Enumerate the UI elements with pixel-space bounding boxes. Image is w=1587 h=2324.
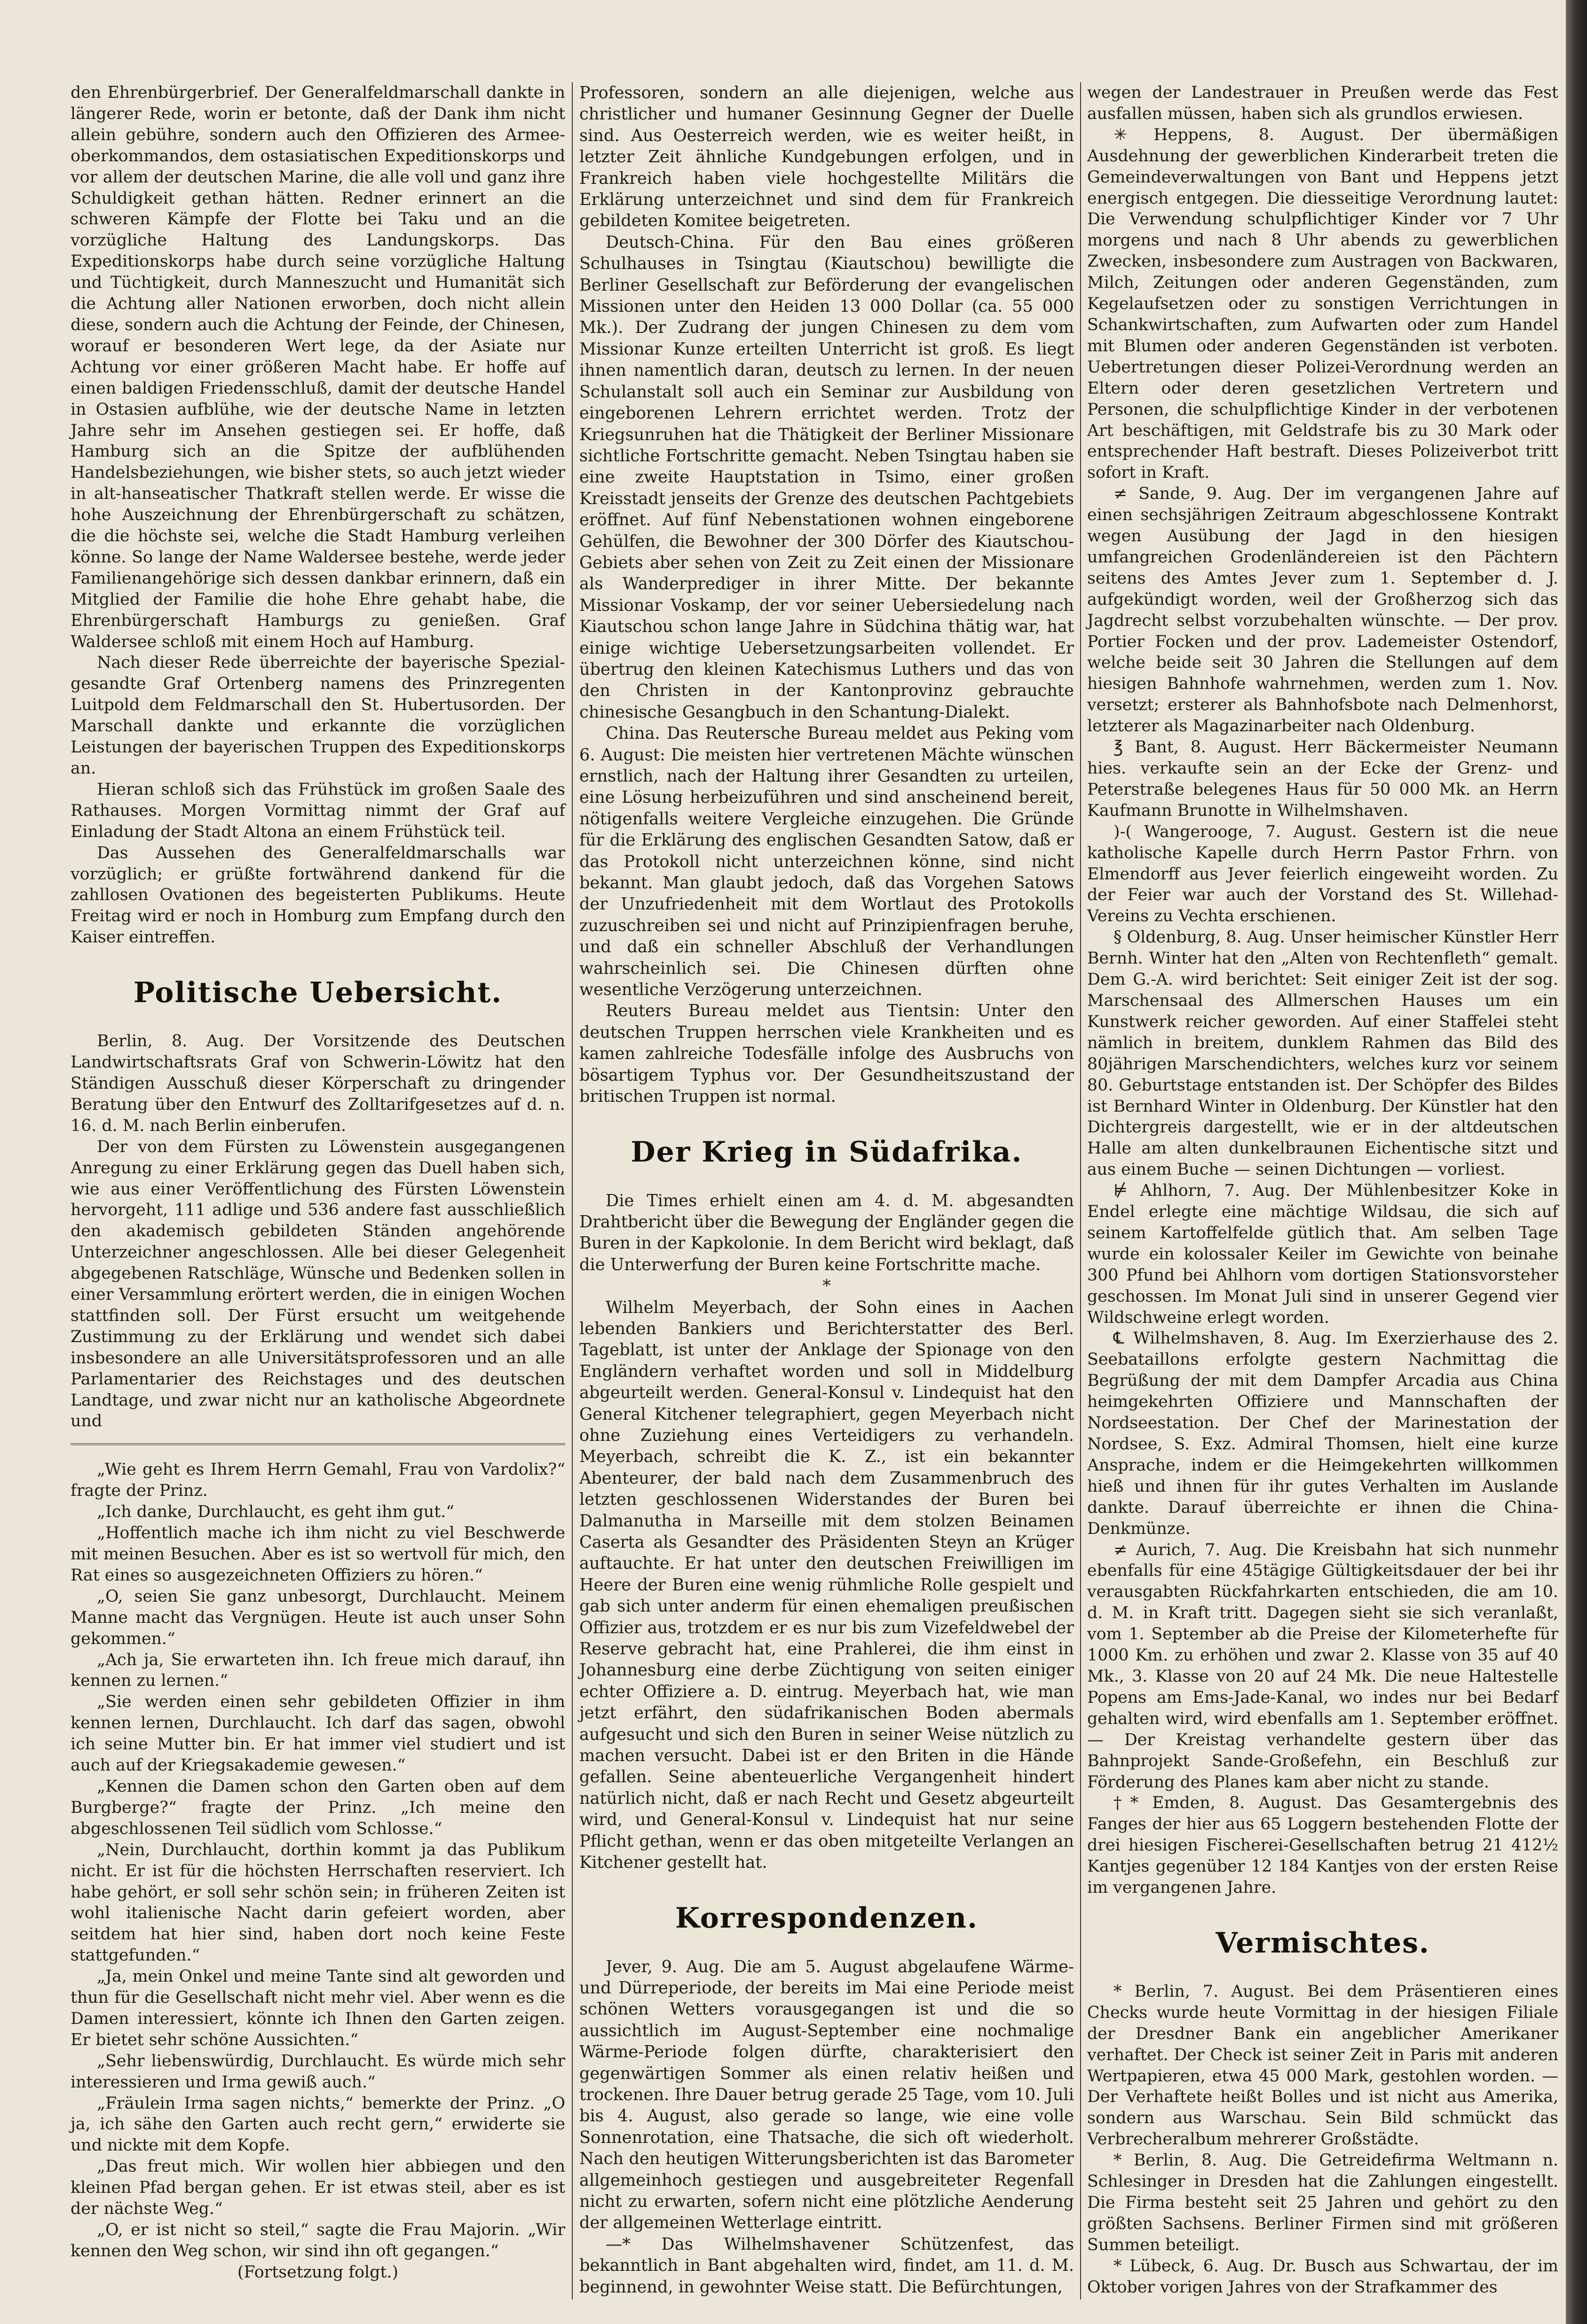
column-2 [579,82,1074,2298]
article-paragraph: Nach dieser Rede überreichte der bayerische Spezial-gesandte Graf Ortenberg namens des Prinzregenten Luitpold dem Feldmarschall den St. Hubertusorden. Der Marschall dankte und erkannte die vorzüglichen Leistungen der bayerischen Truppen des Expeditionskorps an. [71,653,565,778]
column-rule [572,82,573,2300]
article-paragraph: ✳ Heppens, 8. August. Der übermäßigen Ausdehnung der gewerblichen Kinderarbeit treten die Gemeindeverwaltungen von Bant und Heppens jetzt energisch entgegen. Die diesseitige Verordnung lautet: Die Verwendung schulpflichtiger Kinder vor 7 Uhr morgens und nach 8 Uhr abends zu gewerblichen Zwecken, insbesondere zum Austragen von Backwaren, Milch, Zeitungen oder anderen Gegenständen, zum Kegelaufsetzen oder zu sonstigen Verrichtungen in Schankwirtschaften, zum Aufwarten oder zum Handel mit Blumen oder anderen Gegenständen ist verboten. Uebertretungen dieser Polizei-Verordnung werden an Eltern oder deren gesetzlichen Vertretern und Personen, die schulpflichtige Kinder in der verbotenen Art beschäftigen, mit Geldstrafe bis zu 30 Mark oder entsprechender Haft bestraft. Dieses Polizeiverbot tritt sofort in Kraft. [1087,125,1558,482]
article-paragraph: „Ach ja, Sie erwarteten ihn. Ich freue mich darauf, ihn kennen zu lernen.“ [71,1650,565,1691]
section-heading: Politische Uebersicht. [133,976,503,1010]
article-paragraph: „Ja, mein Onkel und meine Tante sind alt geworden und thun für die Gesellschaft nicht mehr viel. Aber wenn es die Damen interessiert, könnte ich Ihnen den Garten zeigen. Er bietet sehr schöne Aussichten.“ [71,1967,565,2049]
article-paragraph: †* Emden, 8. August. Das Gesamtergebnis des Fanges der hier aus 65 Loggern bestehenden Flotte der drei hiesigen Fischerei-Gesellschaften betrug 21 412½ Kantjes gegenüber 12 184 Kantjes von der ersten Reise im vergangenen Jahre. [1087,1794,1558,1897]
article-paragraph: )-( Wangerooge, 7. August. Gestern ist die neue katholische Kapelle durch Herrn Pastor Frhrn. von Elmendorff aus Jever feierlich eingeweiht worden. Zu der Feier war auch der Vorstand des St. Willehad-Vereins zu Vechta erschienen. [1087,822,1558,926]
article-paragraph: ⊭ Ahlhorn, 7. Aug. Der Mühlenbesitzer Koke in Endel erlegte eine mächtige Wildsau, die sich auf seinem Kartoffelfelde gütlich that. Am selben Tage wurde ein kolossaler Keiler im Gewichte von beinahe 300 Pfund bei Ahlhorn vom dortigen Stationsvorsteher geschossen. Im Monat Juli sind in unserer Gegend vier Wildschweine erlegt worden. [1087,1181,1558,1327]
article-paragraph: § Oldenburg, 8. Aug. Unser heimischer Künstler Herr Bernh. Winter hat den „Alten von Rechtenfleth“ gemalt. Dem G.-A. wird berichtet: Seit einiger Zeit ist der sog. Marschensaal des Allmerschen Hauses um ein Kunstwerk reicher geworden. Auf einer Staffelei steht nämlich in breitem, dunklem Rahmen das Bild des 80jährigen Marschendichters, welches kurz vor seinem 80. Geburtstage entstanden ist. Der Schöpfer des Bildes ist Bernhard Winter in Oldenburg. Der Künstler hat den Dichtergreis dargestellt, wie er in der altdeutschen Halle am alten dunkelbraunen Eichentische sitzt und aus einem Buche — seinen Dichtungen — vorliest. [1087,928,1558,1179]
column-3 [1087,82,1558,2298]
article-paragraph: Wilhelm Meyerbach, der Sohn eines in Aachen lebenden Bankiers und Berichterstatter des Berl. Tageblatt, ist unter der Anklage der Spionage von den Engländern verhaftet worden und soll in Middelburg abgeurteilt werden. General-Konsul v. Lindequist hat den General Kitchener telegraphiert, gegen Meyerbach nicht ohne Zuziehung eines Verteidigers zu verhandeln. Meyerbach, schreibt die K. Z., ist ein bekannter Abenteurer, der bald nach dem Zusammenbruch des letzten geschlossenen Widerstandes der Buren bei Dalmanutha in Marseille mit dem stolzen Beinamen Caserta als Gesandter des Präsidenten Steyn an Krüger auftauchte. Er hat unter den deutschen Freiwilligen im Heere der Buren eine wenig rühmliche Rolle gespielt und gab sich unter anderm für einen ehemaligen preußischen Offizier aus, trotzdem er es nur bis zum Vizefeldwebel der Reserve gebracht hat, eine Prahlerei, die ihm einst in Johannesburg eine derbe Züchtigung von seiten einiger echter Offiziere a. D. eintrug. Meyerbach hat, wie man jetzt erfährt, den südafrikanischen Boden abermals aufgesucht und sich den Buren in seiner Weise nützlich zu machen versucht. Dabei ist er den Briten in die Hände gefallen. Seine abenteuerliche Vergangenheit hindert natürlich nicht, daß er nach Recht und Gesetz abgeurteilt wird, und General-Konsul v. Lindequist hat nur seine Pflicht gethan, wenn er das oben mitgeteilte Verlangen an Kitchener gestellt hat. [579,1297,1074,1873]
article-paragraph: Die Times erhielt einen am 4. d. M. abgesandten Drahtbericht über die Bewegung der Engländer gegen die Buren in der Kapkolonie. In dem Bericht wird beklagt, daß die Unterwerfung der Buren keine Fortschritte mache. [579,1191,1074,1274]
article-paragraph: „O, seien Sie ganz unbesorgt, Durchlaucht. Meinem Manne macht das Vergnügen. Heute ist auch unser Sohn gekommen.“ [71,1587,565,1648]
article-paragraph: „Wie geht es Ihrem Herrn Gemahl, Frau von Vardolix?“ fragte der Prinz. [71,1460,565,1501]
article-paragraph: Berlin, 8. Aug. Der Vorsitzende des Deutschen Landwirtschaftsrats Graf von Schwerin-Löwitz hat den Ständigen Ausschuß dieser Körperschaft zu dringender Beratung über den Entwurf des Zolltarifgesetzes auf d. n. 16. d. M. nach Berlin einberufen. [71,1032,565,1135]
article-paragraph: wegen der Landestrauer in Preußen werde das Fest ausfallen müssen, haben sich als grundlos erwiesen. [1087,83,1558,123]
article-paragraph: China. Das Reutersche Bureau meldet aus Peking vom 6. August: Die meisten hier vertretenen Mächte wünschen ernstlich, nach der Haltung ihrer Gesandten zu urteilen, eine Lösung herbeizuführen und sind anscheinend bereit, nötigenfalls weitere Vergleiche einzugehen. Die Gründe für die Erklärung des englischen Gesandten Satow, daß er das Protokoll nicht unterzeichnen könne, sind nicht bekannt. Man glaubt jedoch, daß das Vorgehen Satows der Unzufriedenheit mit dem Wortlaut des Protokolls zuzuschreiben sei und nicht auf Prinzipienfragen beruhe, und daß ein schneller Abschluß der Verhandlungen wahrscheinlich sei. Die Chinesen dürften ohne wesentliche Verzögerung unterzeichnen. [579,724,1074,1000]
article-paragraph: Reuters Bureau meldet aus Tientsin: Unter den deutschen Truppen herrschen viele Krankheiten und es kamen zahlreiche Todesfälle infolge des Ausbruchs von bösartigem Typhus vor. Der Gesundheitszustand der britischen Truppen ist normal. [579,1001,1074,1107]
article-paragraph: * Lübeck, 6. Aug. Dr. Busch aus Schwartau, der im Oktober vorigen Jahres von der Strafkammer des [1087,2256,1558,2297]
article-paragraph: „Kennen die Damen schon den Garten oben auf dem Burgberge?“ fragte der Prinz. „Ich meine den abgeschlossenen Teil südlich vom Schlosse.“ [71,1777,565,1838]
article-paragraph: ≠ Aurich, 7. Aug. Die Kreisbahn hat sich nunmehr ebenfalls für eine 45tägige Gültigkeitsdauer der bei ihr verausgabten Rückfahrkarten entschieden, die am 10. d. M. in Kraft tritt. Dagegen sieht sie sich veranlaßt, vom 1. September ab die Preise der Kilometerhefte für 1000 Km. zu erhöhen und zwar 2. Klasse von 35 auf 40 Mk., 3. Klasse von 20 auf 24 Mk. Die neue Haltestelle Popens am Ems-Jade-Kanal, wo indes nur bei Bedarf gehalten wird, wird ebenfalls am 1. September eröffnet. — Der Kreistag verhandelte gestern über das Bahnprojekt Sande-Großefehn, ein Beschluß zur Förderung des Planes kam aber nicht zu stande. [1087,1540,1558,1792]
section-heading: Der Krieg in Südafrika. [631,1135,1023,1169]
article-paragraph: „Das freut mich. Wir wollen hier abbiegen und den kleinen Pfad bergan gehen. Er ist etwas steil, aber es ist der nächste Weg.“ [71,2157,565,2219]
article-paragraph: —* Das Wilhelmshavener Schützenfest, das bekanntlich in Bant abgehalten wird, findet, am 11. d. M. beginnend, in gewohnter Weise statt. Die Befürchtungen, [579,2234,1074,2297]
article-paragraph: Der von dem Fürsten zu Löwenstein ausgegangenen Anregung zu einer Erklärung gegen das Duell haben sich, wie aus einer Veröffentlichung des Fürsten Löwenstein hervorgeht, 111 adlige und 536 andere fast ausschließlich den akademisch gebildeten Ständen angehörende Unterzeichner angeschlossen. Alle bei dieser Gelegenheit abgegebenen Ratschläge, Wünsche und Bedenken sollen in einer Versammlung erörtert werden, die in einigen Wochen stattfinden soll. Der Fürst ersucht um weitgehende Zustimmung zu der Erklärung und wendet sich dabei insbesondere an alle Universitätsprofessoren und an alle Parlamentarier des Reichstages und des deutschen Landtage, und zwar nicht nur an katholische Abgeordnete und [71,1137,565,1431]
page-edge-shadow [1566,0,1587,2324]
article-paragraph: Deutsch-China. Für den Bau eines größeren Schulhauses in Tsingtau (Kiautschou) bewilligte die Berliner Gesellschaft zur Beförderung der evangelischen Missionen unter den Heiden 13 000 Dollar (ca. 55 000 Mk.). Der Zudrang der jungen Chinesen zu dem vom Missionar Kunze erteilten Unterricht ist groß. Es liegt ihnen namentlich daran, deutsch zu lernen. In der neuen Schulanstalt soll auch ein Seminar zur Ausbildung von eingeborenen Lehrern errichtet werden. Trotz der Kriegsunruhen hat die Thätigkeit der Berliner Missionare sichtliche Fortschritte gemacht. Neben Tsingtau haben sie eine zweite Hauptstation in Tsimo, einer großen Kreisstadt jenseits der Grenze des deutschen Pachtgebiets eröffnet. Auf fünf Nebenstationen wohnen eingeborene Gehülfen, die Bewohner der 300 Dörfer des Kiautschou-Gebiets aber sehen von Zeit zu Zeit einen der Missionare als Wanderprediger in ihrer Mitte. Der bekannte Missionar Voskamp, der vor seiner Uebersiedelung nach Kiautschou schon lange Jahre in Südchina thätig war, hat einige wichtige Uebersetzungsarbeiten vollendet. Er übertrug den kleinen Katechismus Luthers und das von den Christen in der Kantonprovinz gebrauchte chinesische Gesangbuch in den Schantung-Dialekt. [579,232,1074,722]
article-paragraph: „Hoffentlich mache ich ihm nicht zu viel Beschwerde mit meinen Besuchen. Aber es ist so wertvoll für mich, den Rat eines so ausgezeichneten Offiziers zu hören.“ [71,1524,565,1585]
article-paragraph: ≠ Sande, 9. Aug. Der im vergangenen Jahre auf einen sechsjährigen Zeitraum abgeschlossene Kontrakt wegen Ausübung der Jagd in den hiesigen umfangreichen Grodenländereien ist den Pächtern seitens des Amtes Jever zum 1. September d. J. aufgekündigt worden, weil der Großherzog sich das Jagdrecht selbst vorzubehalten wünschte. — Der prov. Portier Focken und der prov. Lademeister Ostendorf, welche beide seit 30 Jahren die Stellungen auf dem hiesigen Bahnhofe wahrnehmen, werden zum 1. Nov. versetzt; ersterer als Bahnhofsbote nach Delmenhorst, letzterer als Magazinarbeiter nach Oldenburg. [1087,484,1558,736]
centered-line: * [822,1276,831,1296]
article-paragraph: ℥ Bant, 8. August. Herr Bäckermeister Neumann hies. verkaufte sein an der Ecke der Grenz- und Peterstraße belegenes Haus für 50 000 Mk. an Herrn Kaufmann Brunotte in Wilhelmshaven. [1087,738,1558,820]
column-rule [1080,82,1081,2300]
article-paragraph: Professoren, sondern an alle diejenigen, welche aus christlicher und humaner Gesinnung Gegner der Duelle sind. Aus Oesterreich werden, wie es weiter heißt, in letzter Zeit ähnliche Kundgebungen erfolgen, und in Frankreich haben viele hochgestellte Militärs die Erklärung unterzeichnet und sind dem für Frankreich gebildeten Komitee beigetreten. [579,83,1074,231]
section-separator [71,1443,565,1445]
article-paragraph: „Ich danke, Durchlaucht, es geht ihm gut.“ [97,1502,455,1522]
article-paragraph: Hieran schloß sich das Frühstück im großen Saale des Rathauses. Morgen Vormittag nimmt der Graf auf Einladung der Stadt Altona an einem Frühstück teil. [71,780,565,841]
column-1 [71,82,565,2283]
article-paragraph: „Sie werden einen sehr gebildeten Offizier in ihm kennen lernen, Durchlaucht. Ich darf das sagen, obwohl ich seine Mutter bin. Er hat immer viel studiert und ist auch auf der Kriegsakademie gewesen.“ [71,1692,565,1775]
article-paragraph: „Sehr liebenswürdig, Durchlaucht. Es würde mich sehr interessieren und Irma gewiß auch.“ [71,2051,565,2092]
centered-line: (Fortsetzung folgt.) [237,2262,399,2282]
article-paragraph: * Berlin, 7. August. Bei dem Präsentieren eines Checks wurde heute Vormittag in der hiesigen Filiale der Dresdner Bank ein angeblicher Amerikaner verhaftet. Der Check ist seiner Zeit in Paris mit anderen Wertpapieren, etwa 45 000 Mark, gestohlen worden. — Der Verhaftete heißt Bolles und ist nicht aus Amerika, sondern aus Warschau. Sein Bild schmückt das Verbrecheralbum mehrerer Großstädte. [1087,1982,1558,2149]
article-paragraph: Das Aussehen des Generalfeldmarschalls war vorzüglich; er grüßte fortwährend dankend für die zahllosen Ovationen des begeisterten Publikums. Heute Freitag wird er noch in Homburg zum Empfang durch den Kaiser eintreffen. [71,843,565,947]
article-paragraph: den Ehrenbürgerbrief. Der Generalfeldmarschall dankte in längerer Rede, worin er betonte, daß der Dank ihm nicht allein gebühre, sondern auch den Offizieren des Armee-oberkommandos, dem ostasiatischen Expeditionskorps und vor allem der deutschen Marine, die alle voll und ganz ihre Schuldigkeit gethan hätten. Redner erinnert an die schweren Kämpfe der Flotte bei Taku und an die vorzügliche Haltung des Landungskorps. Das Expeditionskorps habe durch seine vorzügliche Haltung und Tüchtigkeit, durch Manneszucht und Humanität sich die Achtung aller Nationen erworben, doch nicht allein diese, sondern auch die Achtung der Feinde, der Chinesen, worauf er besonderen Wert lege, da der Asiate nur Achtung vor einer größeren Macht habe. Er hoffe auf einen baldigen Friedensschluß, damit der deutsche Handel in Ostasien aufblühe, wie der deutsche Name in letzten Jahre sehr im Ansehen gestiegen sei. Er hoffe, daß Hamburg sich an die Spitze der aufblühenden Handelsbeziehungen, wie bisher stets, so auch jetzt wieder in alt-hanseatischer Thatkraft stellen werde. Er wisse die hohe Auszeichnung der Ehrenbürgerschaft zu schätzen, die die höchste sei, welche die Stadt Hamburg verleihen könne. So lange der Name Waldersee bestehe, werde jeder Familienangehörige sich dessen dankbar erinnern, daß ein Mitglied der Familie die hohe Ehre gehabt habe, die Ehrenbürgerschaft Hamburgs zu genießen. Graf Waldersee schloß mit einem Hoch auf Hamburg. [71,83,565,651]
article-paragraph: Jever, 9. Aug. Die am 5. August abgelaufene Wärme- und Dürreperiode, der bereits im Mai eine Periode meist schönen Wetters vorausgegangen ist und die so aussichtlich im August-September eine nochmalige Wärme-Periode folgen dürfte, charakterisiert den gegenwärtigen Sommer als einen relativ heißen und trockenen. Ihre Dauer betrug gerade 25 Tage, vom 10. Juli bis 4. August, also gerade so lange, wie eine volle Sonnenrotation, eine Thatsache, die sich oft wiederholt. Nach den heutigen Witterungsberichten ist das Barometer allgemeinhoch gestiegen und ausgebreiteter Regenfall nicht zu erwarten, sofern nicht eine plötzliche Aenderung der allgemeinen Wetterlage eintritt. [579,1957,1074,2233]
section-heading: Vermischtes. [1216,1926,1430,1960]
article-paragraph: „Nein, Durchlaucht, dorthin kommt ja das Publikum nicht. Er ist für die höchsten Herrschaften reserviert. Ich habe gehört, er soll sehr schön sein; in früheren Zeiten ist wohl italienische Nacht darin gefeiert worden, aber seitdem hat hier sind, haben dort noch keine Feste stattgefunden.“ [71,1840,565,1965]
section-heading: Korrespondenzen. [675,1901,979,1935]
article-paragraph: ℄ Wilhelmshaven, 8. Aug. Im Exerzierhause des 2. Seebataillons erfolgte gestern Nachmittag die Begrüßung der mit dem Dampfer Arcadia aus China heimgekehrten Offiziere und Mannschaften der Nordseestation. Der Chef der Marinestation der Nordsee, S. Exz. Admiral Thomsen, hielt eine kurze Ansprache, indem er die Heimgekehrten willkommen hieß und ihnen für ihr gutes Verhalten im Auslande dankte. Darauf überreichte er ihnen die China-Denkmünze. [1087,1329,1558,1538]
article-paragraph: „Fräulein Irma sagen nichts,“ bemerkte der Prinz. „O ja, ich sähe den Garten auch recht gern,“ erwiderte sie und nickte mit dem Kopfe. [71,2094,565,2155]
article-paragraph: „O, er ist nicht so steil,“ sagte die Frau Majorin. „Wir kennen den Weg schon, wir sind ihn oft gegangen.“ [71,2221,565,2261]
article-paragraph: * Berlin, 8. Aug. Die Getreidefirma Weltmann n. Schlesinger in Dresden hat die Zahlungen eingestellt. Die Firma besteht seit 25 Jahren und gehört zu den größten Sachsens. Berliner Firmen sind mit größeren Summen beteiligt. [1087,2151,1558,2254]
